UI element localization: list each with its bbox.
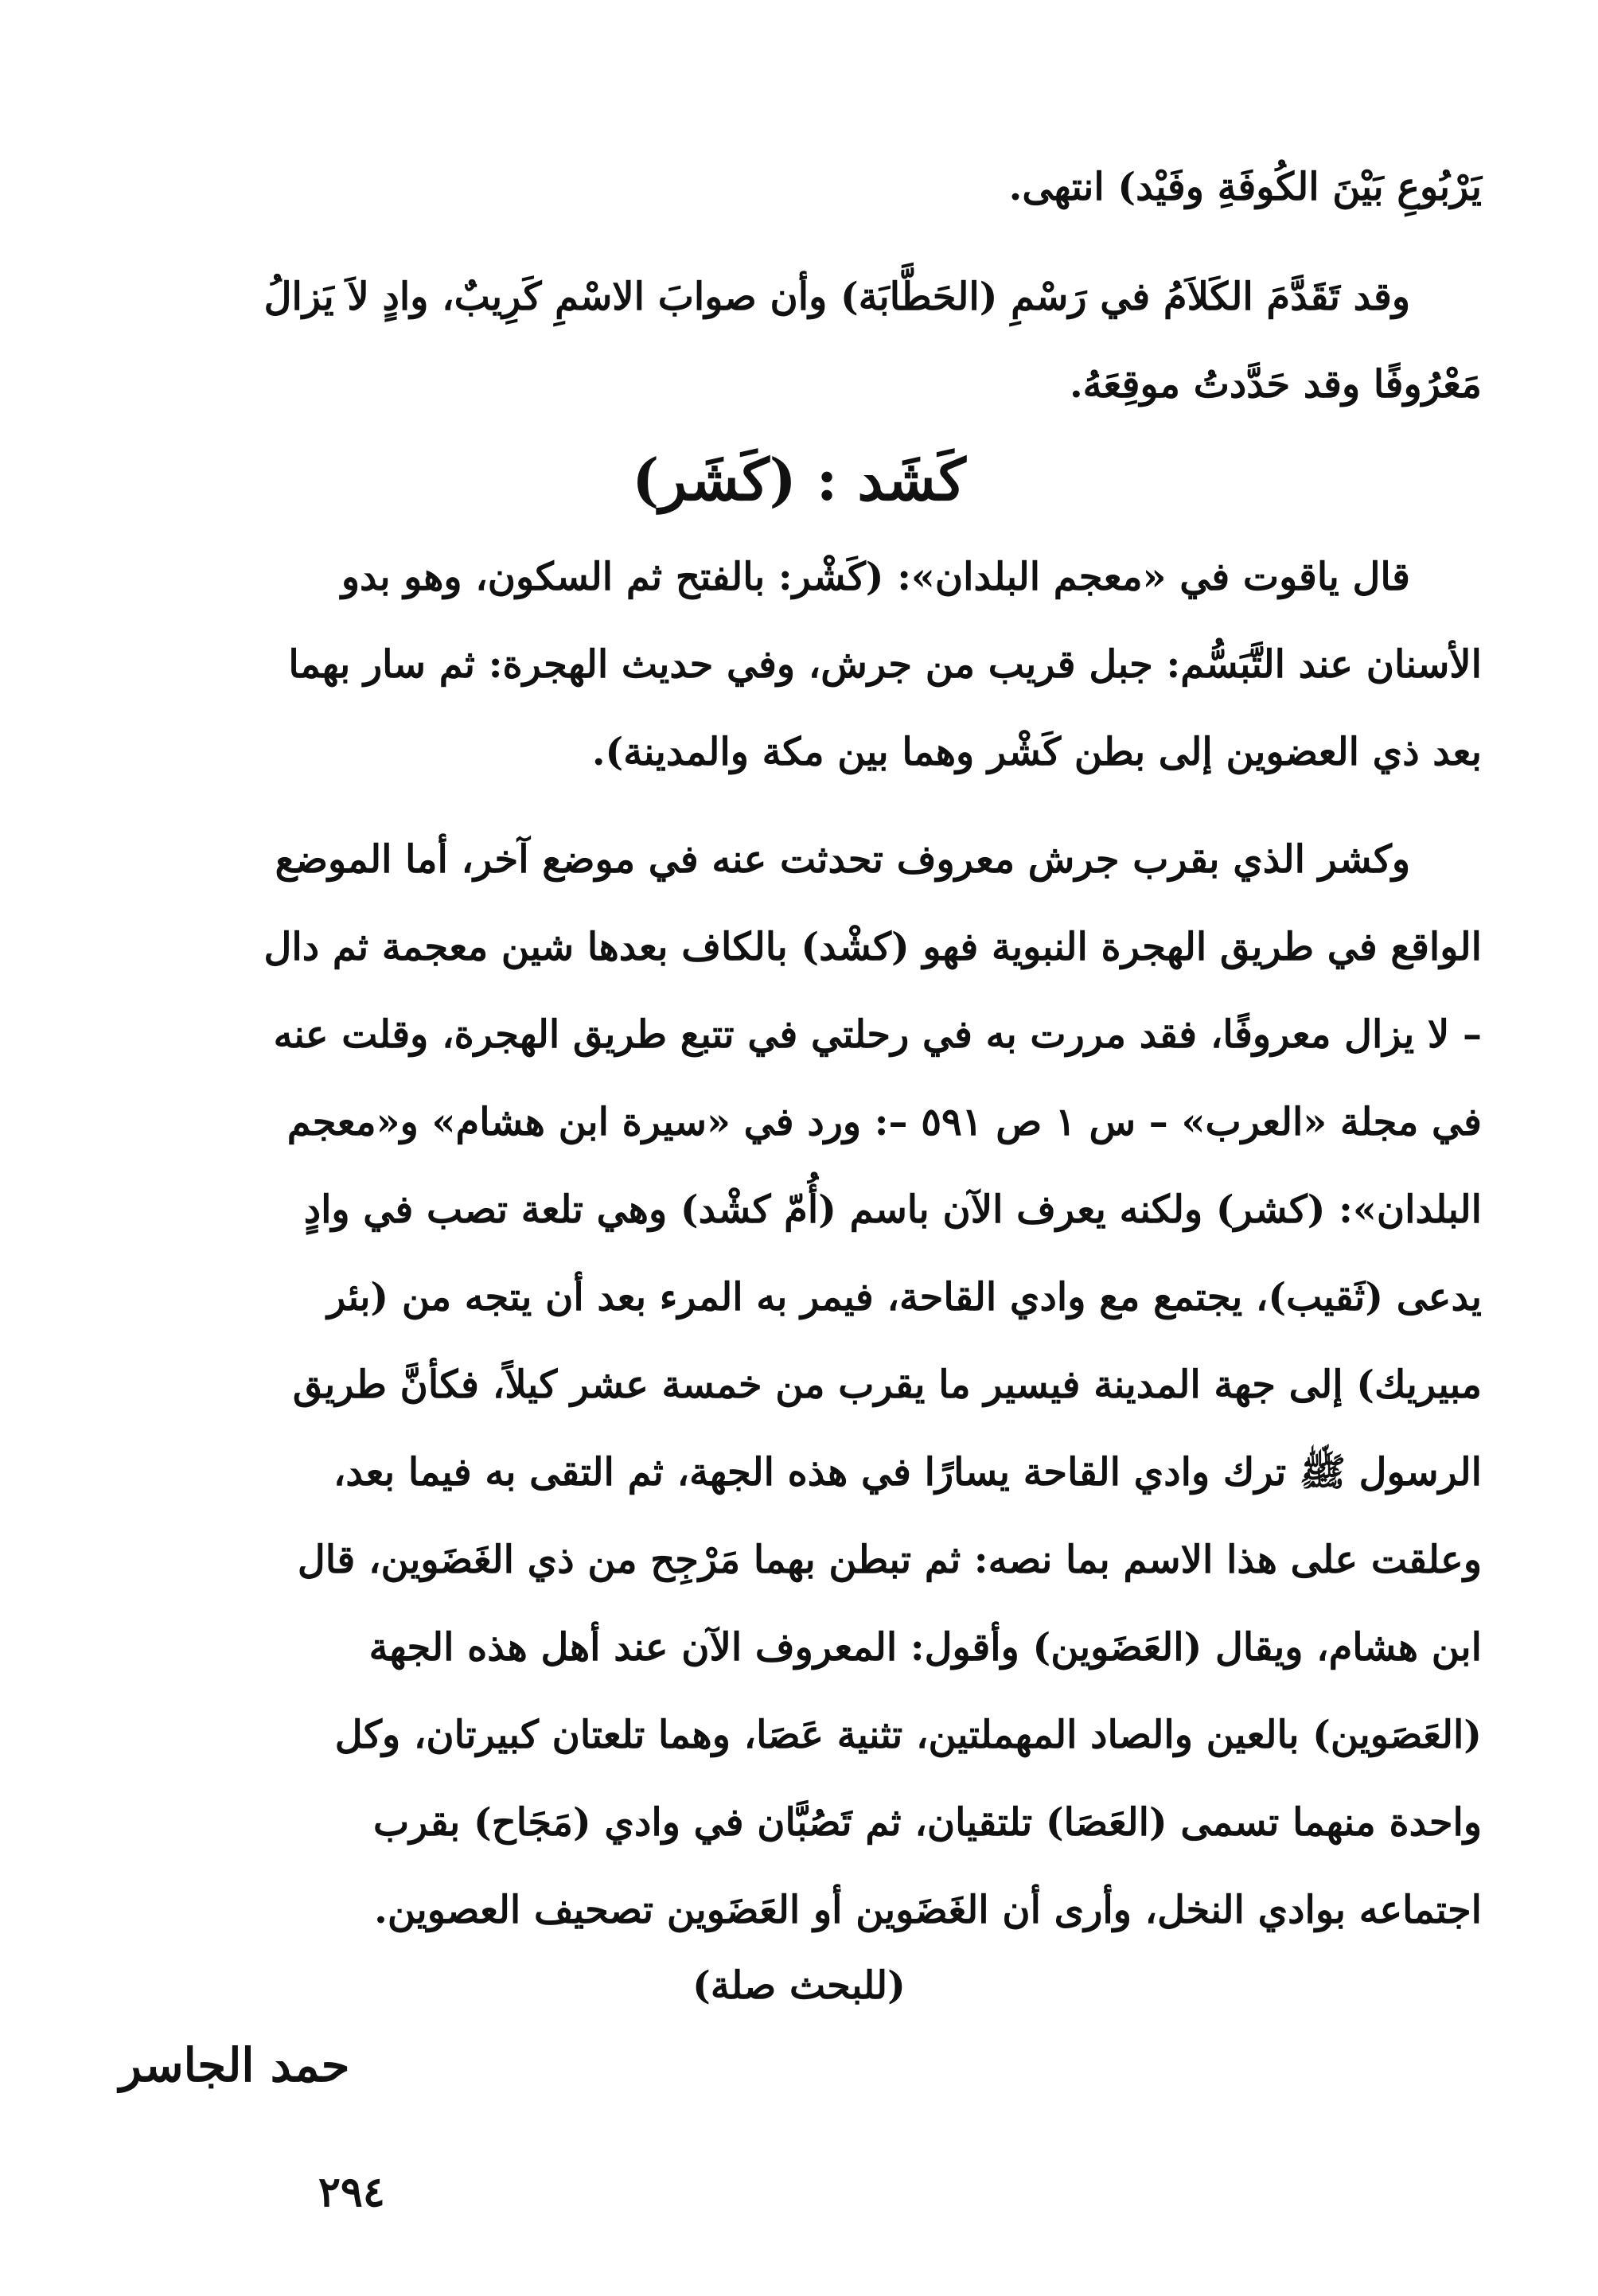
paragraph-line: يدعى (ثَقيب)، يجتمع مع وادي القاحة، فيمر به المرء بعد أن يتجه من (بئر (327, 1275, 1482, 1320)
paragraph-line: اجتماعه بوادي النخل، وأرى أن الغَضَوين أو العَضَوين تصحيف العصوين. (374, 1888, 1482, 1932)
paragraph-line: يَرْبُوعِ بَيْنَ الكُوفَةِ وفَيْد) انتهى. (1008, 165, 1482, 209)
paragraph-line: ابن هشام، ويقال (العَضَوين) وأقول: المعروف الآن عند أهل هذه الجهة (368, 1625, 1482, 1670)
paragraph-line: بعد ذي العضوين إلى بطن كَشْر وهما بين مكة والمدينة). (591, 730, 1482, 774)
page-number: ٢٩٤ (318, 2168, 385, 2216)
paragraph-line: (العَصَوين) بالعين والصاد المهملتين، تثنية عَصَا، وهما تلعتان كبيرتان، وكل (334, 1713, 1482, 1757)
paragraph-line: في مجلة «العرب» – س ١ ص ٥٩١ –: ورد في «سيرة ابن هشام» و«معجم (286, 1100, 1482, 1144)
paragraph-line: قال ياقوت في «معجم البلدان»: (كَشْر: بالفتح ثم السكون، وهو بدو (341, 555, 1410, 599)
paragraph-line: الرسول ﷺ ترك وادي القاحة يسارًا في هذه الجهة، ثم التقى به فيما بعد، (333, 1450, 1482, 1495)
intro-paragraph (119, 143, 1482, 231)
yaqut-quote-paragraph (119, 533, 1482, 796)
paragraph-line: وعلقت على هذا الاسم بما نصه: ثم تبطن بهما مَرْجِح من ذي الغَضَوين، قال (297, 1538, 1482, 1582)
section-heading: كَشَد : (كَشَر) (632, 446, 966, 513)
paragraph-line: وقد تَقَدَّمَ الكَلاَمُ في رَسْمِ (الحَطَّابَة) وأن صوابَ الاسْمِ كَرِيبٌ، وادٍ لاَ يَزالُ (263, 275, 1410, 319)
note-paragraph (119, 253, 1482, 428)
paragraph-line: وكشر الذي بقرب جرش معروف تحدثت عنه في موضع آخر، أما الموضع (275, 837, 1410, 882)
paragraph-line: الواقع في طريق الهجرة النبوية فهو (كشْد) بالكاف بعدها شين معجمة ثم دال (263, 925, 1482, 969)
author-signature: حمد الجاسر (119, 2038, 350, 2092)
paragraph-line: مَعْرُوفًا وقد حَدَّدتُ موقِعَهُ. (1069, 362, 1482, 407)
to-be-continued-note: (للبحث صلة) (692, 1963, 906, 2008)
main-paragraph (119, 816, 1482, 1954)
paragraph-line: واحدة منهما تسمى (العَصَا) تلتقيان، ثم تَصُبَّان في وادي (مَجَاح) بقرب (372, 1800, 1482, 1845)
paragraph-line: مبيريك) إلى جهة المدينة فيسير ما يقرب من خمسة عشر كيلاً، فكأنَّ طريق (292, 1362, 1482, 1407)
paragraph-line: – لا يزال معروفًا، فقد مررت به في رحلتي في تتبع طريق الهجرة، وقلت عنه (273, 1012, 1482, 1057)
paragraph-line: الأسنان عند التَّبَسُّم: جبل قريب من جرش، وفي حديث الهجرة: ثم سار بهما (288, 642, 1482, 687)
paragraph-line: البلدان»: (كشر) ولكنه يعرف الآن باسم (أُمّ كشْد) وهي تلعة تصب في وادٍ (303, 1187, 1482, 1232)
